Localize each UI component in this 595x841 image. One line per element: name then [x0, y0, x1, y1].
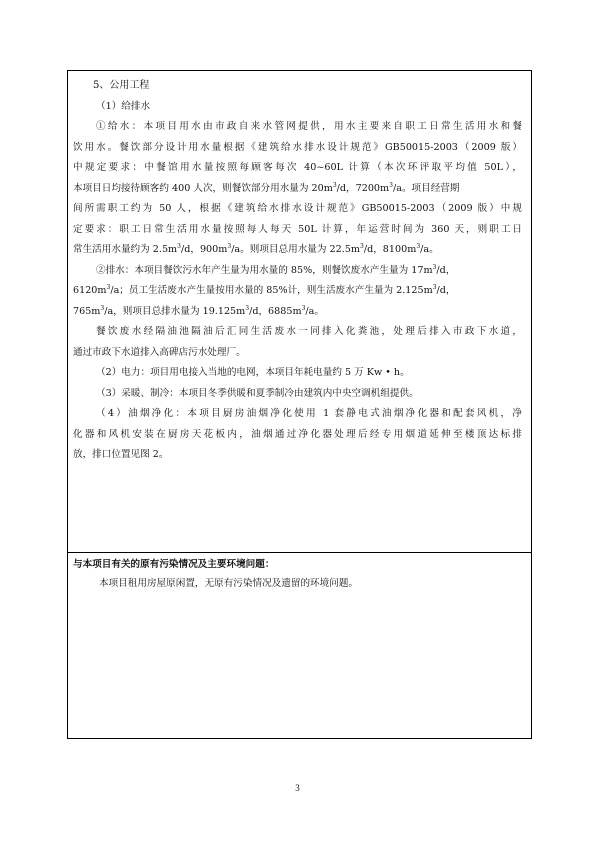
- fume-paragraph: [73, 404, 522, 466]
- superscript: 3: [227, 242, 232, 250]
- drainage-paragraph: [73, 261, 522, 323]
- paragraph-line: $765m^3/a$，则项目总排水量为 $19.125m^3/d$，$6885m^3/a$。: [73, 304, 324, 317]
- pollution-body: 本项目租用房屋原闲置，无原有污染情况及遗留的环境问题。: [99, 578, 359, 589]
- superscript: 3: [360, 242, 364, 250]
- paragraph-line: 餐饮废水经隔油池隔油后汇同生活废水一同排入化粪池，处理后排入市政下水道，: [96, 326, 522, 337]
- superscript: 3: [106, 283, 111, 291]
- paragraph-line: ①给水：本项目用水由市政自来水管网提供，用水主要来自职工日常生活用水和餐: [96, 121, 522, 132]
- power-paragraph: （2）电力：项目用电接入当地的电网，本项目年耗电量约 5 万 Kw • h。: [96, 367, 410, 378]
- paragraph-line: ②排水：本项目餐饮污水年产生量为用水量的 85%，则餐饮废水产生量为 $17m^3/d$，: [96, 263, 456, 276]
- superscript: 3: [245, 304, 250, 312]
- superscript: 3: [100, 304, 105, 312]
- superscript: 3: [416, 242, 421, 250]
- superscript: 3: [432, 263, 437, 271]
- utilities-section: [73, 76, 522, 466]
- paragraph-line: $6120m^3/a$；员工生活废水产生量按用水量的 85%计，则生活废水产生量为 $2.125m^3/d$，: [73, 283, 456, 296]
- pollution-section: [73, 556, 522, 593]
- water-supply-paragraph: [73, 117, 522, 261]
- water-heading: （1）给排水: [96, 100, 151, 112]
- paragraph-line: 放，排口位置见图 2。: [73, 449, 169, 460]
- superscript: 3: [389, 181, 393, 189]
- superscript: 3: [332, 181, 337, 189]
- superscript: 3: [301, 304, 306, 312]
- paragraph-line: 化器和风机安装在厨房天花板内，油烟通过净化器处理后经专用烟道延伸至楼顶达标排: [73, 428, 522, 440]
- paragraph-line: （4）油烟净化：本项目厨房油烟净化使用 1 套静电式油烟净化器和配套风机，净: [96, 408, 522, 419]
- paragraph-line: 中规定要求：中餐馆用水量按照每顾客每次 40~60L 计算（本次环评取平均值 50L），: [73, 162, 522, 173]
- superscript: 3: [432, 283, 437, 291]
- section-title: 5、公用工程: [93, 80, 150, 91]
- pollution-title: 与本项目有关的原有污染情况及主要环境问题：: [73, 559, 275, 570]
- paragraph-line: 通过市政下水道排入高碑店污水处理厂。: [73, 346, 246, 358]
- paragraph-line: 间所需职工约为 50 人，根据《建筑给水排水设计规范》GB50015-2003（2009 版）中规: [73, 203, 522, 214]
- superscript: 3: [177, 242, 181, 250]
- hvac-paragraph: （3）采暖、制冷：本项目冬季供暖和夏季制冷由建筑内中央空调机组提供。: [96, 387, 419, 399]
- paragraph-line: 饮用水。餐饮部分设计用水量根据《建筑给水排水设计规范》GB50015-2003（2009 版）: [73, 141, 522, 153]
- paragraph-line: 定要求：职工日常生活用水量按照每人每天 50L 计算，年运营时间为 360 天，则职工日: [73, 223, 522, 235]
- paragraph-line: 本项目日均接待顾客约 400 人次，则餐饮部分用水量为 $20m^3/d$，$7200m^3/a$。项目经营期: [73, 181, 460, 194]
- wastewater-paragraph: [73, 322, 522, 363]
- paragraph-line: 常生活用水量约为 $2.5m^3/d$，$900m^3/a$。则项目总用水量为 $22.5m^3/d$，$8100m^3/a$。: [73, 242, 439, 255]
- page-number: 3: [295, 783, 300, 793]
- table-divider: [67, 552, 532, 553]
